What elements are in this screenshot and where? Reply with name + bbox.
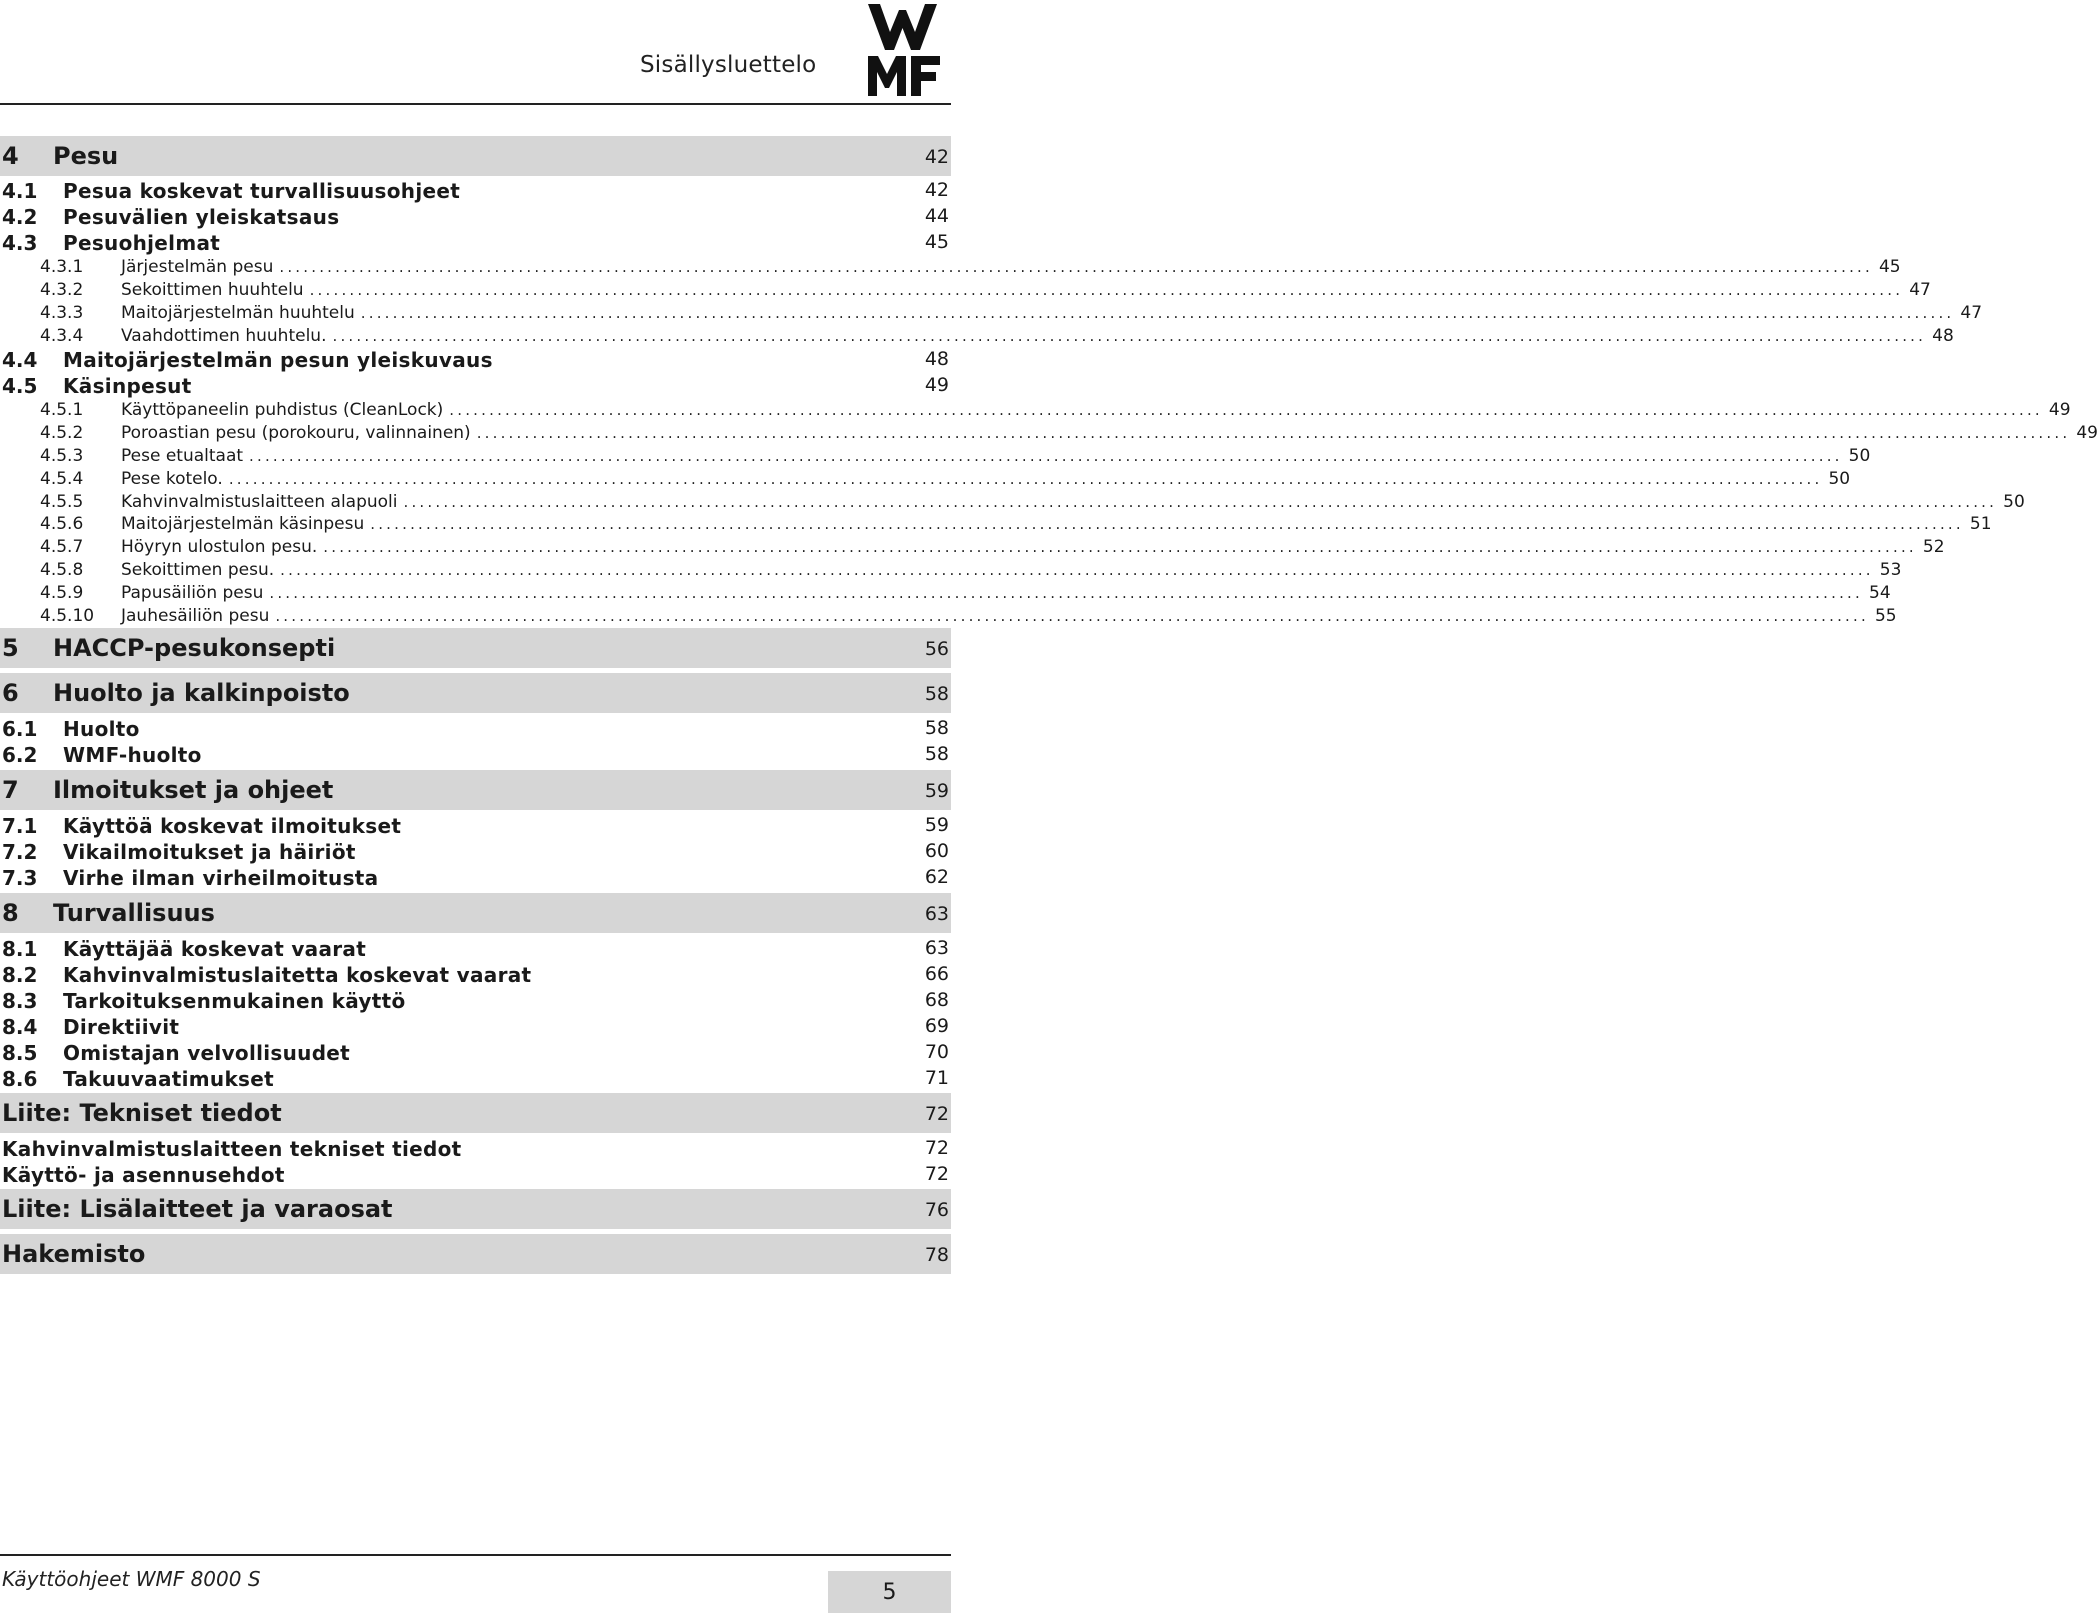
toc-entry-page: 72 [924,1103,949,1125]
toc-entry-number: 6.1 [2,717,38,741]
toc-entry-title: Hakemisto [2,1240,146,1268]
toc-entry-page: 72 [924,1137,949,1159]
footer-divider [0,1554,951,1556]
toc-entry[interactable] [0,398,2071,421]
toc-entry-leader-line [121,326,1954,346]
dot-leader: ........................................................................................................................................................................................................ [280,561,1874,579]
toc-entry-number: 4.3.4 [40,326,84,346]
header-divider [0,103,951,105]
toc-entry-title: HACCP-pesukonsepti [53,634,336,662]
toc-entry[interactable] [0,301,1983,324]
toc-entry-leader-line [121,492,2025,512]
toc-entry-title: Sekoittimen pesu. [121,560,275,580]
toc-entry-number: 4.3 [2,231,38,255]
wmf-logo [868,4,946,96]
toc-entry-number: 4.5.9 [40,583,84,603]
toc-entry-number: 8.6 [2,1067,38,1091]
toc-entry-page: 45 [1878,257,1901,277]
toc-entry-title: Pesuvälien yleiskatsaus [63,205,340,229]
dot-leader: ........................................................................................................................................................................................................ [323,538,1917,556]
toc-entry-title: Papusäiliön pesu [121,583,264,603]
toc-entry-number: 4.5.10 [40,606,95,626]
toc-entry-number: 8.4 [2,1015,38,1039]
toc-entry[interactable] [0,715,951,741]
section-title: Sisällysluettelo [640,52,817,78]
toc-entry-page: 51 [1969,514,1992,534]
toc-entry-page: 52 [1922,537,1945,557]
toc-entry-title: Käsinpesut [63,374,192,398]
dot-leader: ........................................................................................................................................................................................................ [269,584,1863,602]
toc-entry-title: Kahvinvalmistuslaitetta koskevat vaarat [63,963,532,987]
toc-entry-leader-line [121,423,2098,443]
toc-entry-page: 58 [924,717,949,739]
toc-entry[interactable] [0,346,951,372]
toc-entry-page: 71 [924,1067,949,1089]
toc-entry-number: 6 [2,679,19,707]
toc-entry[interactable] [0,1093,951,1133]
toc-entry-title: Tarkoituksenmukainen käyttö [63,989,406,1013]
toc-entry-title: Kahvinvalmistuslaitteen tekniset tiedot [2,1137,462,1161]
toc-entry[interactable] [0,987,951,1013]
toc-entry-number: 4.5 [2,374,38,398]
toc-entry[interactable] [0,961,951,987]
toc-entry[interactable] [0,136,951,176]
toc-entry-page: 76 [924,1199,949,1221]
toc-entry-number: 4.5.7 [40,537,84,557]
page-number: 5 [828,1571,951,1613]
toc-entry-number: 8 [2,899,19,927]
toc-entry-title: Takuuvaatimukset [63,1067,274,1091]
toc-entry-title: Höyryn ulostulon pesu. [121,537,318,557]
dot-leader: ........................................................................................................................................................................................................ [403,493,1998,511]
toc-entry-title: Pese kotelo. [121,469,223,489]
dot-leader: ........................................................................................................................................................................................................ [249,447,1843,465]
toc-entry-title: Kahvinvalmistuslaitteen alapuoli [121,492,398,512]
toc-entry[interactable] [0,467,1851,490]
toc-entry[interactable] [0,604,1897,627]
dot-leader: ........................................................................................................................................................................................................ [332,327,1927,345]
toc-entry[interactable] [0,1234,951,1274]
toc-entry-number: 8.3 [2,989,38,1013]
toc-entry-title: Käyttö- ja asennusehdot [2,1163,285,1187]
toc-entry-number: 4.3.3 [40,303,84,323]
toc-entry-number: 4.3.2 [40,280,84,300]
toc-entry-page: 72 [924,1163,949,1185]
toc-entry-title: Virhe ilman virheilmoitusta [63,866,379,890]
toc-entry-title: Pesuohjelmat [63,231,221,255]
toc-entry-title: Maitojärjestelmän pesun yleiskuvaus [63,348,493,372]
toc-entry-number: 4.3.1 [40,257,84,277]
toc-entry[interactable] [0,177,951,203]
toc-entry-number: 4.4 [2,348,38,372]
toc-entry-number: 7 [2,776,19,804]
toc-entry-title: Huolto ja kalkinpoisto [53,679,350,707]
toc-entry-title: Turvallisuus [53,899,215,927]
toc-entry[interactable] [0,1189,951,1229]
toc-entry-leader-line [121,303,1983,323]
toc-entry-leader-line [121,400,2071,420]
toc-entry[interactable] [0,812,951,838]
toc-entry-page: 68 [924,989,949,1011]
toc-entry-number: 7.1 [2,814,38,838]
toc-entry-number: 4.5.3 [40,446,84,466]
toc-entry[interactable] [0,512,1992,535]
toc-entry[interactable] [0,893,951,933]
toc-entry-title: Direktiivit [63,1015,180,1039]
toc-entry-title: Maitojärjestelmän käsinpesu [121,514,365,534]
toc-entry-title: Jauhesäiliön pesu [121,606,270,626]
toc-entry-title: Pese etualtaat [121,446,244,466]
toc-entry[interactable] [0,372,951,398]
toc-entry[interactable] [0,1161,951,1187]
toc-entry[interactable] [0,838,951,864]
toc-entry-title: Liite: Lisälaitteet ja varaosat [2,1195,393,1223]
toc-entry[interactable] [0,1013,951,1039]
toc-entry-page: 49 [2076,423,2098,443]
toc-entry-number: 4.5.4 [40,469,84,489]
toc-entry-page: 63 [924,937,949,959]
toc-entry-page: 54 [1869,583,1891,603]
toc-entry-title: Käyttäjää koskevat vaarat [63,937,367,961]
toc-entry-page: 66 [924,963,949,985]
toc-entry[interactable] [0,935,951,961]
toc-entry-leader-line [121,280,1931,300]
toc-entry-page: 42 [924,179,949,201]
toc-entry-number: 4.2 [2,205,38,229]
toc-entry-page: 42 [924,146,949,168]
dot-leader: ........................................................................................................................................................................................................ [279,258,1873,276]
toc-entry-page: 59 [924,780,949,802]
toc-entry-number: 4.5.5 [40,492,84,512]
toc-entry-title: Pesua koskevat turvallisuusohjeet [63,179,461,203]
toc-entry-leader-line [121,583,1891,603]
toc-entry[interactable] [0,324,1954,347]
toc-entry-page: 48 [1932,326,1954,346]
toc-entry-title: Vaahdottimen huuhtelu. [121,326,327,346]
toc-entry[interactable] [0,1135,951,1161]
toc-entry-page: 53 [1879,560,1902,580]
toc-entry-page: 49 [2048,400,2071,420]
toc-entry-number: 8.5 [2,1041,38,1065]
toc-entry[interactable] [0,535,1945,558]
toc-entry-page: 47 [1909,280,1931,300]
toc-entry-page: 50 [1828,469,1851,489]
toc-entry-page: 58 [924,683,949,705]
toc-entry[interactable] [0,864,951,890]
toc-entry-leader-line [121,469,1851,489]
dot-leader: ........................................................................................................................................................................................................ [476,424,2071,442]
toc-entry-page: 62 [924,866,949,888]
toc-entry-title: Omistajan velvollisuudet [63,1041,351,1065]
toc-entry-title: Käyttöpaneelin puhdistus (CleanLock) [121,400,444,420]
toc-entry[interactable] [0,490,2025,513]
toc-entry-title: Pesu [53,142,119,170]
toc-entry[interactable] [0,1039,951,1065]
toc-entry[interactable] [0,203,951,229]
toc-entry-page: 78 [924,1244,949,1266]
toc-entry-number: 5 [2,634,19,662]
toc-entry[interactable] [0,628,951,668]
toc-entry-title: Sekoittimen huuhtelu [121,280,304,300]
toc-entry-leader-line [121,257,1901,277]
toc-entry-page: 49 [924,374,949,396]
toc-entry-page: 69 [924,1015,949,1037]
toc-entry[interactable] [0,770,951,810]
toc-entry-title: Poroastian pesu (porokouru, valinnainen) [121,423,471,443]
toc-entry-page: 63 [924,903,949,925]
toc-entry[interactable] [0,421,2098,444]
toc-entry-title: Käyttöä koskevat ilmoitukset [63,814,402,838]
toc-entry[interactable] [0,581,1891,604]
toc-entry-number: 4.5.2 [40,423,84,443]
toc-entry-number: 4.5.1 [40,400,84,420]
toc-entry-page: 56 [924,638,949,660]
footer-manual-title: Käyttöohjeet WMF 8000 S [2,1567,261,1591]
toc-entry[interactable] [0,278,1931,301]
toc-entry-number: 7.3 [2,866,38,890]
toc-entry-title: Vikailmoitukset ja häiriöt [63,840,356,864]
toc-entry-leader-line [121,560,1902,580]
toc-entry-page: 44 [924,205,949,227]
toc-entry-title: Ilmoitukset ja ohjeet [53,776,334,804]
toc-entry[interactable] [0,444,1871,467]
toc-entry-page: 47 [1960,303,1983,323]
toc-entry-number: 4.5.6 [40,514,84,534]
toc-entry[interactable] [0,673,951,713]
toc-entry-page: 45 [924,231,949,253]
toc-entry-number: 6.2 [2,743,38,767]
toc-entry-title: WMF-huolto [63,743,202,767]
dot-leader: ........................................................................................................................................................................................................ [370,515,1964,533]
dot-leader: ........................................................................................................................................................................................................ [360,304,1955,322]
toc-entry[interactable] [0,741,951,767]
toc-entry-leader-line [121,446,1871,466]
toc-entry-page: 70 [924,1041,949,1063]
toc-entry-number: 4.5.8 [40,560,84,580]
dot-leader: ........................................................................................................................................................................................................ [449,401,2043,419]
toc-entry-leader-line [121,537,1945,557]
toc-entry-number: 7.2 [2,840,38,864]
toc-entry-title: Liite: Tekniset tiedot [2,1099,282,1127]
toc-entry-page: 55 [1874,606,1897,626]
toc-entry[interactable] [0,229,951,255]
toc-entry-page: 48 [924,348,949,370]
toc-entry-page: 59 [924,814,949,836]
toc-entry-leader-line [121,606,1897,626]
toc-entry-leader-line [121,514,1992,534]
toc-entry-number: 8.1 [2,937,38,961]
dot-leader: ........................................................................................................................................................................................................ [228,470,1823,488]
toc-entry-number: 4 [2,142,19,170]
toc-entry-number: 8.2 [2,963,38,987]
toc-entry-title: Maitojärjestelmän huuhtelu [121,303,355,323]
toc-entry[interactable] [0,1065,951,1091]
toc-entry-page: 60 [924,840,949,862]
dot-leader: ........................................................................................................................................................................................................ [275,607,1869,625]
toc-entry-page: 50 [2003,492,2025,512]
toc-entry-page: 50 [1848,446,1871,466]
dot-leader: ........................................................................................................................................................................................................ [309,281,1904,299]
toc-entry-title: Huolto [63,717,140,741]
toc-entry-page: 58 [924,743,949,765]
toc-entry[interactable] [0,255,1901,278]
toc-entry-title: Järjestelmän pesu [121,257,274,277]
toc-entry[interactable] [0,558,1902,581]
toc-entry-number: 4.1 [2,179,38,203]
